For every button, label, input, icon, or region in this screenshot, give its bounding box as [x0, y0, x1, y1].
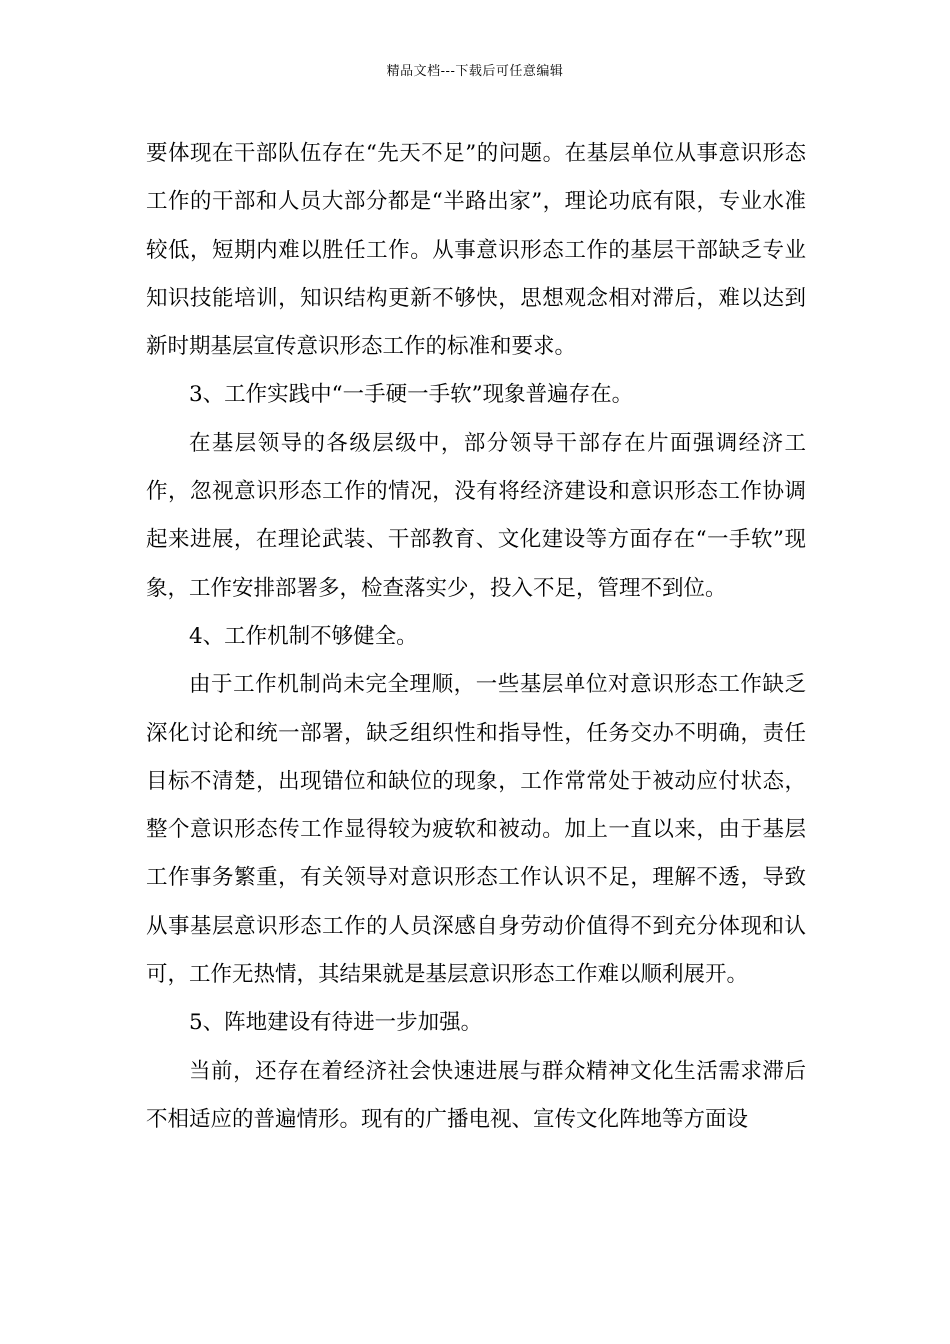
paragraph-section-5: 当前，还存在着经济社会快速进展与群众精神文化生活需求滞后不相适应的普遍情形。现有的广播电视、宣传文化阵地等方面设 [146, 1058, 806, 1132]
section-heading-4: 4、工作机制不够健全。 [189, 623, 418, 649]
document-body [146, 130, 806, 1144]
page-header-watermark: 精品文档---下载后可任意编辑 [386, 64, 564, 79]
paragraph-section-3: 在基层领导的各级层级中，部分领导干部存在片面强调经济工作，忽视意识形态工作的情况，没有将经济建设和意识形态工作协调起来进展，在理论武装、干部教育、文化建设等方面存在“一手软”现象，工作安排部署多，检查落实少，投入不足，管理不到位。 [146, 430, 806, 601]
paragraph-section-4: 由于工作机制尚未完全理顺，一些基层单位对意识形态工作缺乏深化讨论和统一部署，缺乏组织性和指导性，任务交办不明确，责任目标不清楚，出现错位和缺位的现象，工作常常处于被动应付状态，整个意识形态传工作显得较为疲软和被动。加上一直以来，由于基层工作事务繁重，有关领导对意识形态工作认识不足，理解不透，导致从事基层意识形态工作的人员深感自身劳动价值得不到充分体现和认可，工作无热情，其结果就是基层意识形态工作难以顺利展开。 [146, 672, 806, 988]
section-heading-3: 3、工作实践中“一手硬一手软”现象普遍存在。 [189, 382, 634, 408]
section-heading-5: 5、阵地建设有待进一步加强。 [189, 1010, 483, 1036]
paragraph-continuation: 要体现在干部队伍存在“先天不足”的问题。在基层单位从事意识形态工作的干部和人员大部分都是“半路出家”，理论功底有限，专业水准较低，短期内难以胜任工作。从事意识形态工作的基层干部缺乏专业知识技能培训，知识结构更新不够快，思想观念相对滞后，难以达到新时期基层宣传意识形态工作的标准和要求。 [146, 141, 806, 360]
